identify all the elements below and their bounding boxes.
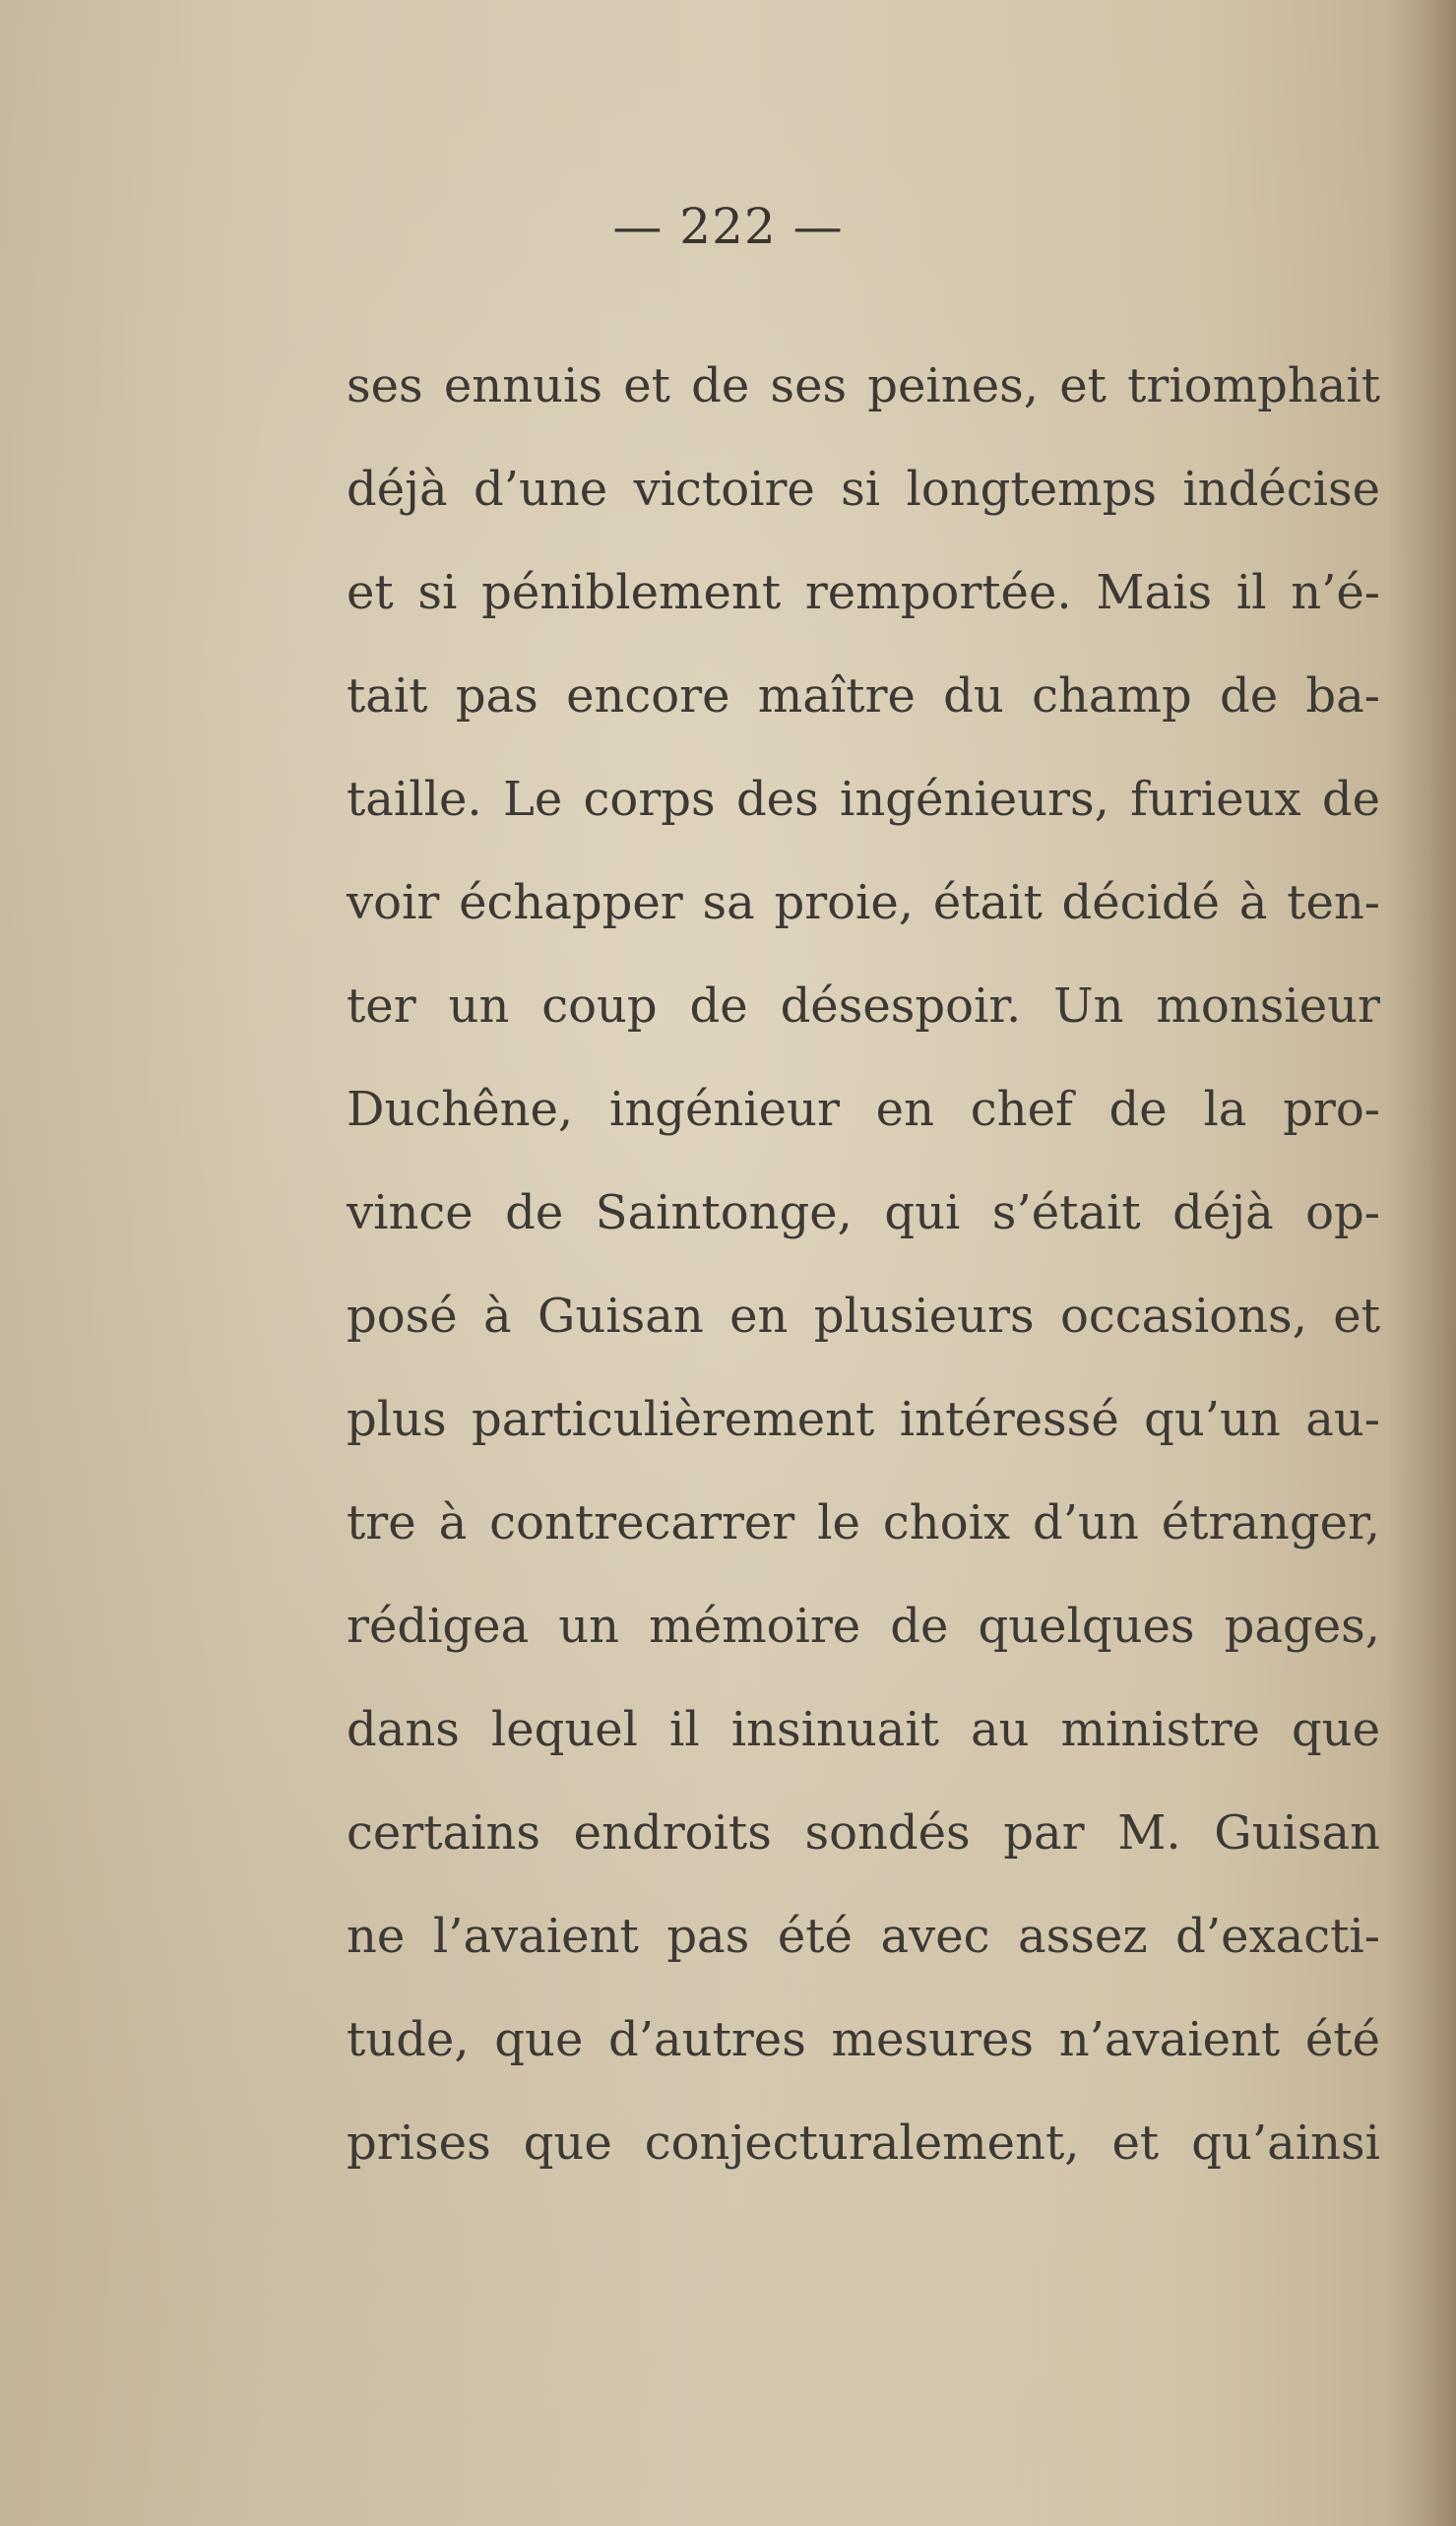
text-line: et si péniblement remportée. Mais il n’é-: [347, 565, 1380, 620]
text-line: tait pas encore maître du champ de ba-: [347, 668, 1380, 724]
text-line: Duchêne, ingénieur en chef de la pro-: [347, 1082, 1380, 1137]
text-line: certains endroits sondés par M. Guisan: [347, 1805, 1380, 1861]
page-number: — 222 —: [612, 198, 844, 255]
text-line: vince de Saintonge, qui s’était déjà op-: [347, 1185, 1380, 1240]
text-line: ses ennuis et de ses peines, et triomphait: [347, 358, 1380, 413]
text-line: plus particulièrement intéressé qu’un au-: [347, 1392, 1380, 1447]
text-line: tre à contrecarrer le choix d’un étranger,: [347, 1495, 1380, 1550]
text-line: prises que conjecturalement, et qu’ainsi: [347, 2116, 1380, 2171]
body-text: [347, 335, 1380, 2195]
text-line: dans lequel il insinuait au ministre que: [347, 1702, 1380, 1757]
text-line: tude, que d’autres mesures n’avaient été: [347, 2012, 1380, 2067]
text-line: ter un coup de désespoir. Un monsieur: [347, 979, 1380, 1034]
text-line: voir échapper sa proie, était décidé à ten-: [347, 875, 1380, 930]
text-line: taille. Le corps des ingénieurs, furieux de: [347, 772, 1380, 827]
text-line: ne l’avaient pas été avec assez d’exacti-: [347, 1909, 1380, 1964]
page-edge-shadow: [1387, 0, 1456, 2526]
text-line: déjà d’une victoire si longtemps indécise: [347, 462, 1380, 517]
text-line: posé à Guisan en plusieurs occasions, et: [347, 1289, 1380, 1344]
text-line: rédigea un mémoire de quelques pages,: [347, 1599, 1380, 1654]
